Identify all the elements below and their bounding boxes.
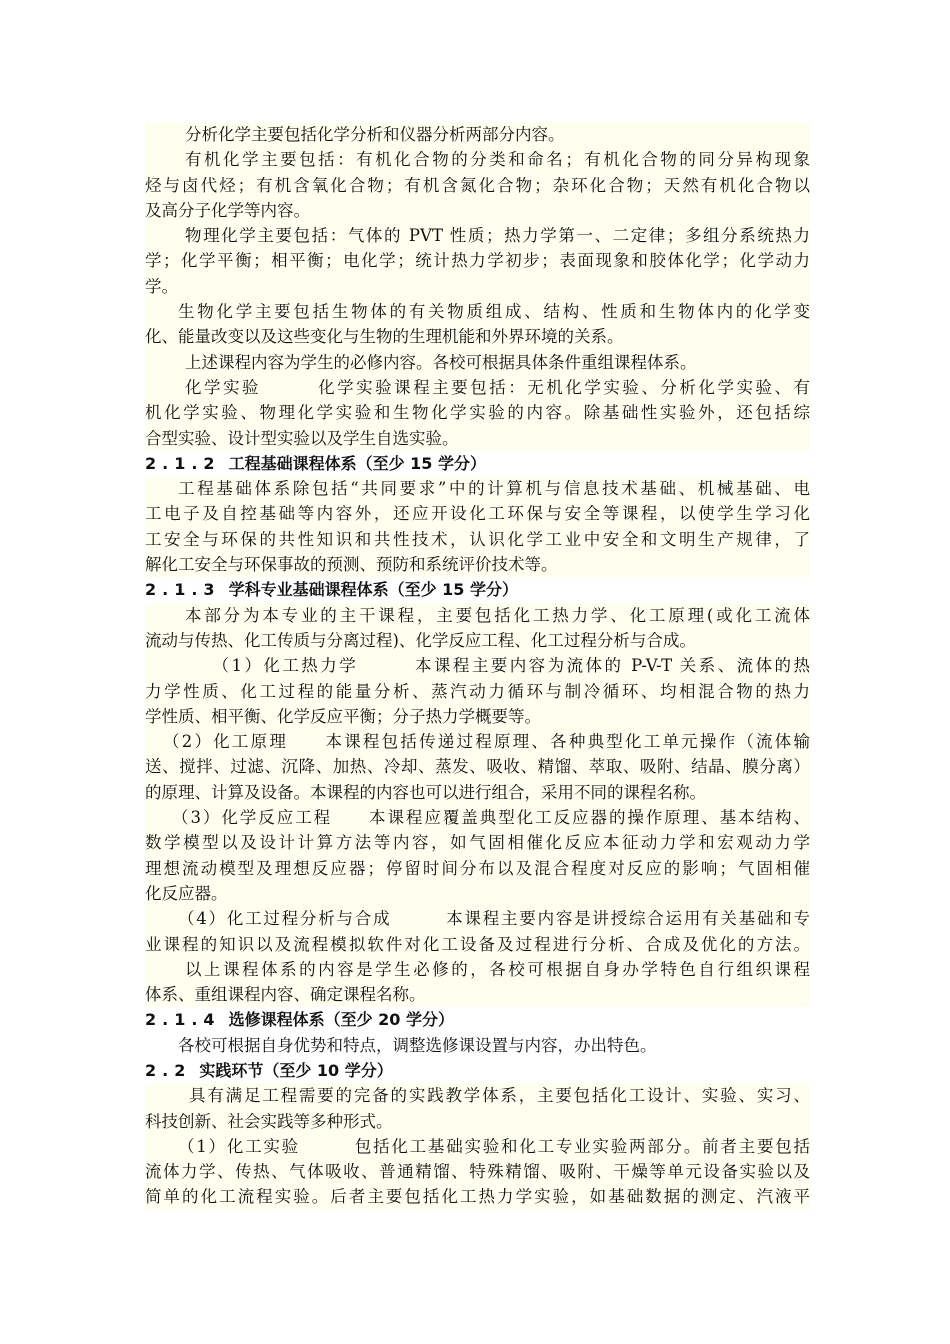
- section-number: 2.1.2: [145, 453, 221, 473]
- section-number: 2.1.4: [145, 1010, 221, 1030]
- section-heading: [145, 1007, 810, 1032]
- text-line: 分析化学主要包括化学分析和仪器分析两部分内容。: [145, 122, 810, 147]
- text-line: 解化工安全与环保事故的预测、预防和系统评价技术等。: [145, 552, 810, 577]
- text-line: 工安全与环保的共性知识和共性技术，认识化学工业中安全和文明生产规律，了: [145, 527, 810, 552]
- text-line: 上述课程内容为学生的必修内容。各校可根据具体条件重组课程体系。: [145, 350, 810, 375]
- text-line: 物理化学主要包括：气体的 PVT 性质；热力学第一、二定律；多组分系统热力: [145, 223, 810, 248]
- section-heading: [145, 577, 810, 602]
- text-line: （3）化学反应工程 本课程应覆盖典型化工反应器的操作原理、基本结构、: [145, 805, 810, 830]
- section-title: 学科专业基础课程体系（至少 15 学分）: [228, 580, 518, 600]
- text-line: 化反应器。: [145, 881, 810, 906]
- text-line: 体系、重组课程内容、确定课程名称。: [145, 982, 810, 1007]
- text-line: （1）化工实验 包括化工基础实验和化工专业实验两部分。前者主要包括: [145, 1134, 810, 1159]
- text-line: 工程基础体系除包括“共同要求”中的计算机与信息技术基础、机械基础、电: [145, 476, 810, 501]
- text-line: 学性质、相平衡、化学反应平衡；分子热力学概要等。: [145, 704, 810, 729]
- text-line: 及高分子化学等内容。: [145, 198, 810, 223]
- text-line: 学。: [145, 274, 810, 299]
- text-line: 化、能量改变以及这些变化与生物的生理机能和外界环境的关系。: [145, 324, 810, 349]
- text-line: （1）化工热力学 本课程主要内容为流体的 P-V-T 关系、流体的热: [145, 653, 810, 678]
- text-line: 的原理、计算及设备。本课程的内容也可以进行组合，采用不同的课程名称。: [145, 780, 810, 805]
- section-title: 实践环节（至少 10 学分）: [199, 1060, 393, 1080]
- text-line: 本部分为本专业的主干课程，主要包括化工热力学、化工原理(或化工流体: [145, 603, 810, 628]
- text-line: （4）化工过程分析与合成 本课程主要内容是讲授综合运用有关基础和专: [145, 906, 810, 931]
- section-title: 选修课程体系（至少 20 学分）: [228, 1010, 454, 1030]
- section-heading: [145, 1058, 810, 1083]
- text-line: 具有满足工程需要的完备的实践教学体系，主要包括化工设计、实验、实习、: [145, 1083, 810, 1108]
- text-line: 业课程的知识以及流程模拟软件对化工设备及过程进行分析、合成及优化的方法。: [145, 932, 810, 957]
- text-line: 以上课程体系的内容是学生必修的，各校可根据自身办学特色自行组织课程: [145, 957, 810, 982]
- document-body: [145, 122, 810, 1210]
- text-line: 烃与卤代烃；有机含氧化合物；有机含氮化合物；杂环化合物；天然有机化合物以: [145, 173, 810, 198]
- text-line: 简单的化工流程实验。后者主要包括化工热力学实验，如基础数据的测定、汽液平: [145, 1184, 810, 1209]
- text-line: 送、搅拌、过滤、沉降、加热、冷却、蒸发、吸收、精馏、萃取、吸附、结晶、膜分离）: [145, 754, 810, 779]
- text-line: 流体力学、传热、气体吸收、普通精馏、特殊精馏、吸附、干燥等单元设备实验以及: [145, 1159, 810, 1184]
- text-line: （2）化工原理 本课程包括传递过程原理、各种典型化工单元操作（流体输: [145, 729, 810, 754]
- text-line: 化学实验 化学实验课程主要包括：无机化学实验、分析化学实验、有: [145, 375, 810, 400]
- text-line: 工电子及自控基础等内容外，还应开设化工环保与安全等课程，以使学生学习化: [145, 501, 810, 526]
- text-line: 流动与传热、化工传质与分离过程)、化学反应工程、化工过程分析与合成。: [145, 628, 810, 653]
- text-line: 生物化学主要包括生物体的有关物质组成、结构、性质和生物体内的化学变: [145, 299, 810, 324]
- text-line: 数学模型以及设计计算方法等内容，如气固相催化反应本征动力学和宏观动力学: [145, 830, 810, 855]
- text-line: 有机化学主要包括：有机化合物的分类和命名；有机化合物的同分异构现象: [145, 147, 810, 172]
- section-number: 2.2: [145, 1060, 192, 1080]
- text-line: 理想流动模型及理想反应器；停留时间分布以及混合程度对反应的影响；气固相催: [145, 856, 810, 881]
- section-number: 2.1.3: [145, 580, 221, 600]
- text-line: 机化学实验、物理化学实验和生物化学实验的内容。除基础性实验外，还包括综: [145, 400, 810, 425]
- text-line: 科技创新、社会实践等多种形式。: [145, 1109, 810, 1134]
- text-line: 各校可根据自身优势和特点，调整选修课设置与内容，办出特色。: [178, 1035, 657, 1055]
- text-line: 学；化学平衡；相平衡；电化学；统计热力学初步；表面现象和胶体化学；化学动力: [145, 248, 810, 273]
- section-title: 工程基础课程体系（至少 15 学分）: [228, 453, 486, 473]
- text-line: 力学性质、化工过程的能量分析、蒸汽动力循环与制冷循环、均相混合物的热力: [145, 679, 810, 704]
- section-heading: [145, 451, 810, 476]
- text-line: 合型实验、设计型实验以及学生自选实验。: [145, 426, 810, 451]
